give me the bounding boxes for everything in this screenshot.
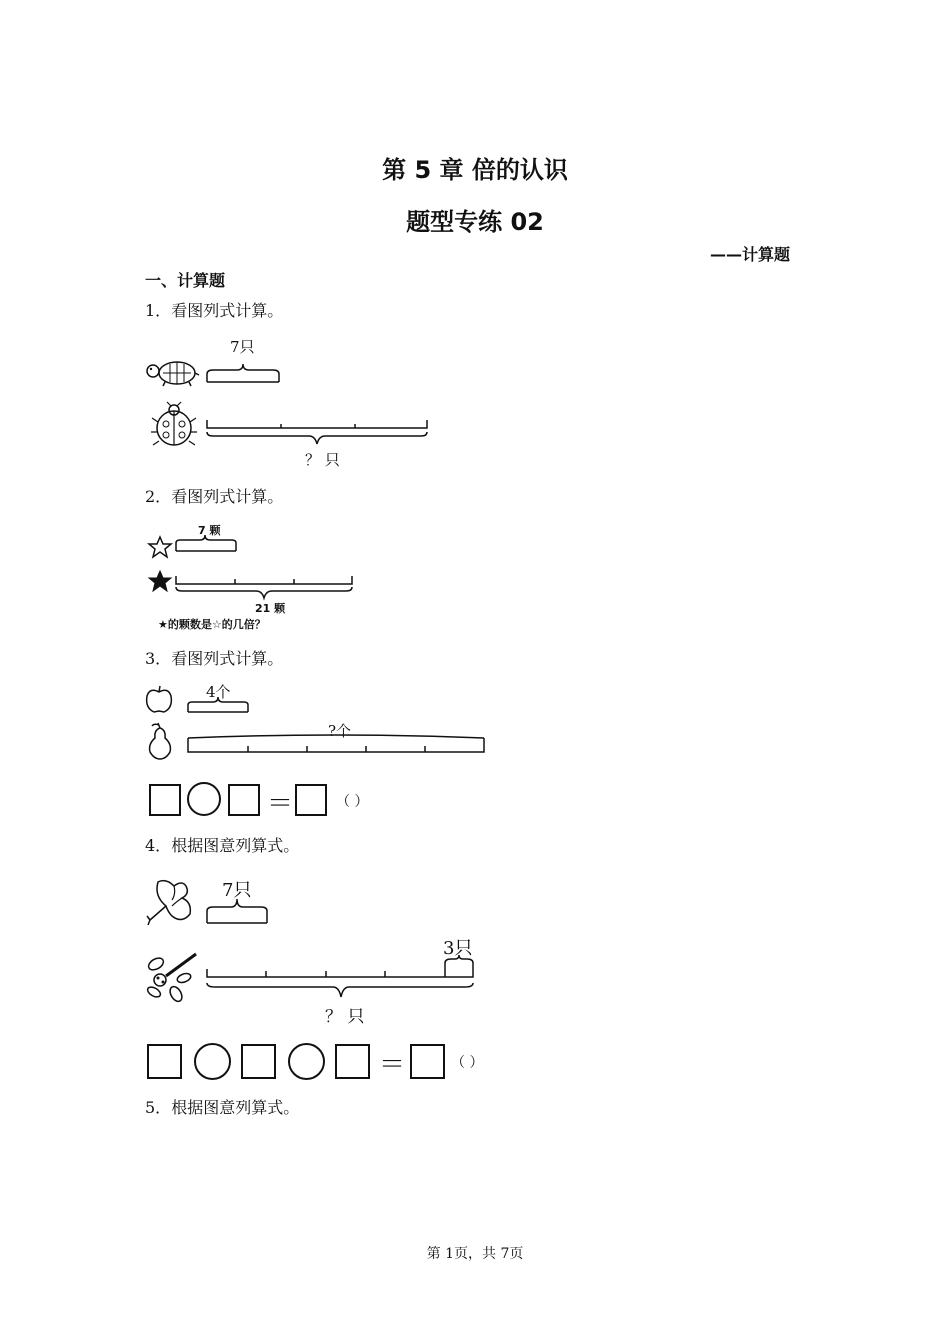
answer-box-3[interactable] xyxy=(335,1044,370,1079)
question-4 xyxy=(145,833,299,856)
q4-right-label: 3只 xyxy=(443,938,473,959)
q3-top-label: 4个 xyxy=(206,683,231,701)
q4-bottom-bar xyxy=(205,955,480,1000)
answer-box-result[interactable] xyxy=(410,1044,445,1079)
q3-bottom-bar xyxy=(186,734,491,758)
equals-sign: ＝ xyxy=(267,789,294,819)
question-text: 根据图意列算式。 xyxy=(171,836,300,855)
operator-circle-1[interactable] xyxy=(194,1043,231,1080)
question-text: 看图列式计算。 xyxy=(171,487,284,506)
dragonfly-icon xyxy=(146,950,202,1002)
q1-top-label: 7只 xyxy=(230,338,255,356)
question-1 xyxy=(145,298,283,321)
q2-question: ★的颗数是☆的几倍？ xyxy=(158,618,266,631)
q1-top-brace xyxy=(205,360,285,386)
ladybug-icon xyxy=(150,402,198,448)
q2-bottom-label: 21 颗 xyxy=(255,602,286,615)
page-subtitle: 题型专练 02 xyxy=(406,208,544,236)
question-5 xyxy=(145,1095,299,1118)
q4-top-label: 7只 xyxy=(222,880,252,901)
question-text: 看图列式计算。 xyxy=(171,649,284,668)
butterfly-icon xyxy=(146,876,198,930)
answer-box-1[interactable] xyxy=(149,784,181,816)
answer-box-result[interactable] xyxy=(295,784,327,816)
question-text: 看图列式计算。 xyxy=(171,301,284,320)
q3-bottom-label: ?个 xyxy=(328,722,352,740)
section-title: 一、计算题 xyxy=(145,271,226,290)
question-3 xyxy=(145,646,283,669)
question-number: 2． xyxy=(145,487,172,506)
filled-star-icon xyxy=(148,570,172,592)
unit-paren[interactable]: （ ） xyxy=(336,794,369,810)
apple-icon xyxy=(144,684,174,714)
outline-star-icon xyxy=(148,536,172,558)
question-number: 5． xyxy=(145,1098,172,1117)
q1-bottom-bar xyxy=(205,418,435,448)
question-number: 1． xyxy=(145,301,172,320)
chapter-title: 第 5 章 倍的认识 xyxy=(382,156,568,184)
answer-box-2[interactable] xyxy=(228,784,260,816)
answer-box-1[interactable] xyxy=(147,1044,182,1079)
pear-icon xyxy=(146,722,174,760)
question-2 xyxy=(145,484,283,507)
q2-top-brace xyxy=(174,533,240,555)
q4-top-brace xyxy=(205,895,271,927)
q4-bottom-label: ？ 只 xyxy=(325,1007,365,1027)
operator-circle-2[interactable] xyxy=(288,1043,325,1080)
question-text: 根据图意列算式。 xyxy=(171,1098,300,1117)
turtle-icon xyxy=(145,355,200,387)
question-number: 3． xyxy=(145,649,172,668)
q2-top-label: 7 颗 xyxy=(198,524,221,537)
question-number: 4． xyxy=(145,836,172,855)
unit-paren[interactable]: （ ） xyxy=(451,1055,484,1071)
q2-bottom-bar xyxy=(174,574,359,600)
q3-top-brace xyxy=(186,696,254,716)
operator-circle[interactable] xyxy=(187,782,221,816)
q1-bottom-label: ？ 只 xyxy=(305,451,340,469)
page-footer: 第 1页，共 7页 xyxy=(426,1246,524,1262)
question-type-tag: ——计算题 xyxy=(710,245,791,264)
answer-box-2[interactable] xyxy=(241,1044,276,1079)
equals-sign: ＝ xyxy=(379,1050,406,1080)
